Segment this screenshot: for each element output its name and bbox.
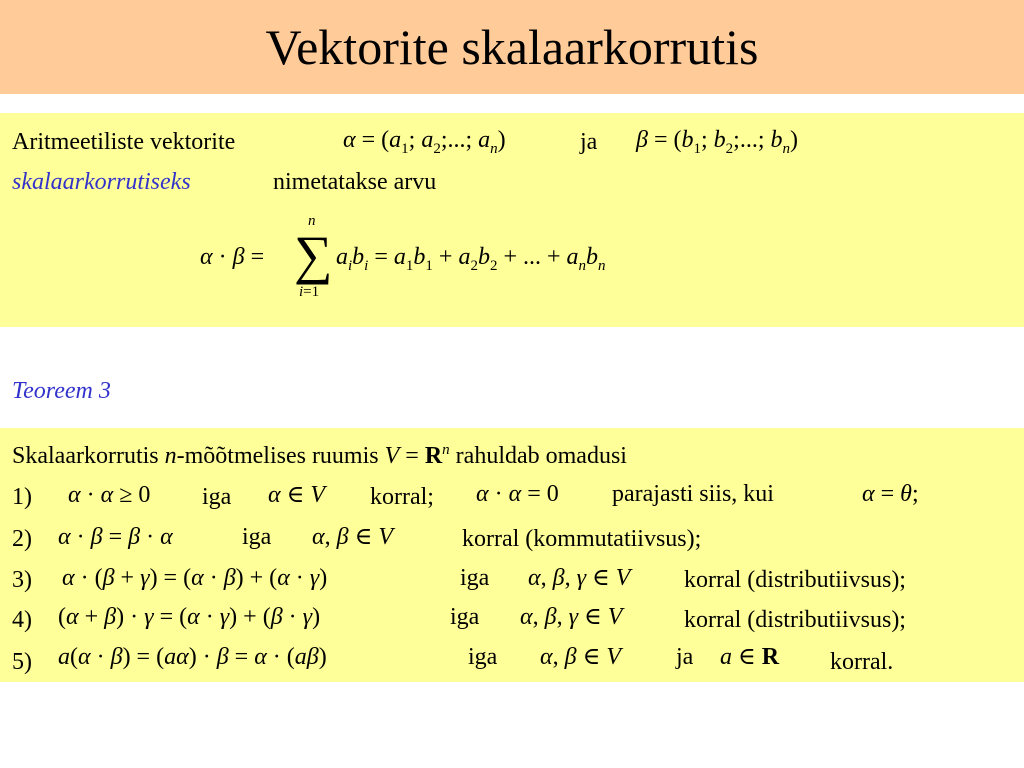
- property-1-condition: parajasti siis, kui: [612, 481, 774, 507]
- property-4-tail: korral (distributiivsus);: [684, 607, 906, 633]
- property-1-iga: iga: [202, 484, 232, 510]
- property-5-iga: iga: [468, 644, 498, 670]
- definition-intro: Aritmeetiliste vektorite: [12, 129, 236, 155]
- property-5-ja: ja: [676, 644, 694, 670]
- theorem-statement: Skalaarkorrutis n-mõõtmelises ruumis $V = R^n$ rahuldab omadusi: [12, 442, 627, 469]
- property-4-iga: iga: [450, 604, 480, 630]
- property-5-number: 5): [12, 649, 32, 675]
- sum-symbol: ∑: [294, 225, 333, 285]
- property-2-number: 2): [12, 526, 32, 552]
- property-3-domain: α, β, γ ∈ V: [528, 565, 631, 591]
- definition-connector: ja: [580, 129, 598, 155]
- property-2-formula: α · β = β · α: [58, 524, 173, 550]
- property-5-formula: a(α · β) = (aα) · β = α · (aβ): [58, 644, 327, 670]
- property-2-tail: korral (kommutatiivsus);: [462, 526, 702, 552]
- property-5-tail: korral.: [830, 649, 894, 675]
- sum-upper-limit: n: [308, 213, 316, 229]
- beta-vector-formula: $\beta = (b_1$; $b_2$;...; $b_n$): [636, 127, 798, 157]
- definition-term: skalaarkorrutiseks: [12, 169, 191, 195]
- property-1-formula2: α · α = 0: [476, 481, 559, 507]
- property-3-iga: iga: [460, 565, 490, 591]
- slide-title: Vektorite skalaarkorrutis: [265, 19, 759, 75]
- property-1-tail: korral;: [370, 484, 434, 510]
- property-4-number: 4): [12, 607, 32, 633]
- property-1-domain: α ∈ V: [268, 482, 326, 508]
- property-1-number: 1): [12, 484, 32, 510]
- property-4-formula: (α + β) · γ = (α · γ) + (β · γ): [58, 604, 321, 630]
- title-bar: [0, 0, 1024, 94]
- alpha-vector-formula: $\alpha = (a_1$; $a_2$;...; $a_n$): [343, 127, 506, 157]
- sum-lower-limit: i=1: [299, 284, 320, 300]
- property-3-tail: korral (distributiivsus);: [684, 567, 906, 593]
- property-1-formula3: α = θ;: [862, 481, 919, 507]
- property-3-number: 3): [12, 567, 32, 593]
- property-1-formula: α · α ≥ 0: [68, 482, 151, 508]
- theorem-label: Teoreem 3: [12, 378, 111, 404]
- dot-product-formula-lhs: α · β =: [200, 244, 265, 270]
- property-3-formula: α · (β + γ) = (α · β) + (α · γ): [62, 565, 328, 591]
- property-2-domain: α, β ∈ V: [312, 524, 393, 550]
- property-5-scalar: a ∈ R: [720, 644, 780, 670]
- property-4-domain: α, β, γ ∈ V: [520, 604, 623, 630]
- property-5-domain: α, β ∈ V: [540, 644, 621, 670]
- property-2-iga: iga: [242, 524, 272, 550]
- definition-term-rest: nimetatakse arvu: [273, 169, 437, 195]
- dot-product-formula-rhs: $a_ib_i = a_1b_1 + a_2b_2$ + ... + $a_nb_n$: [336, 244, 606, 274]
